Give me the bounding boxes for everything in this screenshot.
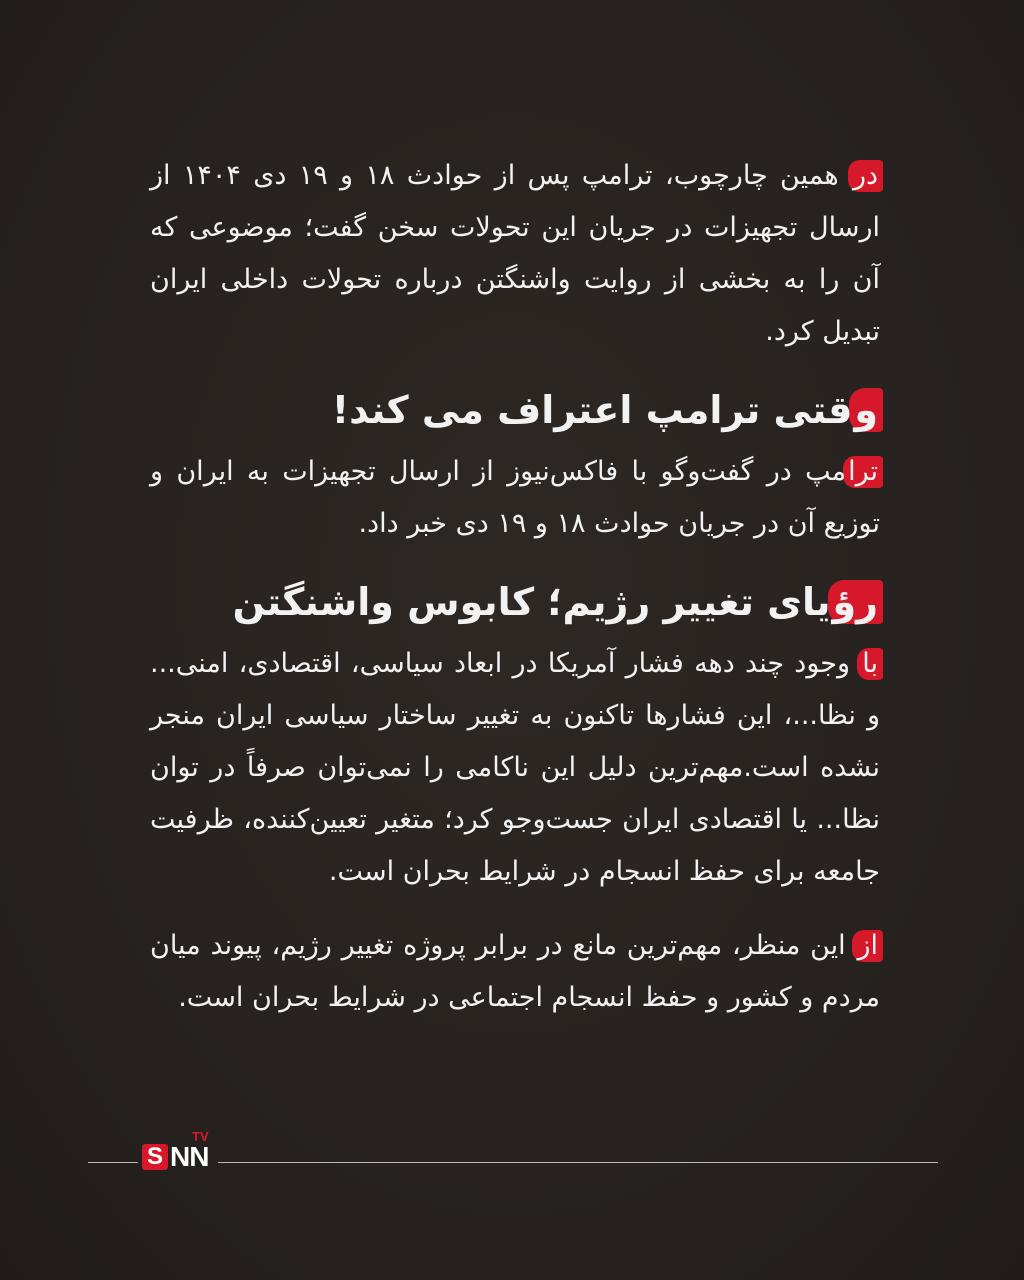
footer-divider-left bbox=[88, 1162, 138, 1163]
logo-s: S bbox=[142, 1144, 168, 1170]
highlight-marker: رؤ bbox=[831, 572, 881, 632]
paragraph-2 bbox=[150, 446, 880, 550]
section-heading-2-text: یای تغییر رژیم؛ کابوس واشنگتن bbox=[232, 580, 831, 624]
section-heading-1 bbox=[150, 380, 880, 440]
section-heading-1-text: قتی ترامپ اعتراف می کند! bbox=[331, 388, 853, 432]
snn-tv-logo bbox=[142, 1129, 216, 1174]
paragraph-3 bbox=[150, 638, 880, 898]
footer bbox=[88, 1129, 938, 1200]
highlight-marker: با bbox=[860, 638, 880, 690]
article-body bbox=[150, 150, 880, 1046]
highlight-marker: در bbox=[851, 150, 880, 202]
logo-nn: NN bbox=[170, 1141, 209, 1172]
paragraph-3-text: وجود چند دهه فشار آمریکا در ابعاد سیاسی، اقتصادی، امنی... و نظا...، این فشارها تاکنون به تغییر ساختار سیاسی ایران منجر نشده است.مهم‌ترین دلیل این ناکامی را نمی‌توان صرفاً در توان نظا... یا اقتصادی ایران جست‌وجو کرد؛ متغیر تعیین‌کننده، ظرفیت جامعه برای حفظ انسجام در شرایط بحران است. bbox=[150, 648, 880, 887]
paragraph-1 bbox=[150, 150, 880, 358]
highlight-marker: و bbox=[852, 380, 880, 440]
section-heading-2 bbox=[150, 572, 880, 632]
paragraph-2-text: مپ در گفت‌وگو با فاکس‌نیوز از ارسال تجهیزات به ایران و توزیع آن در جریان حوادث ۱۸ و ۱۹ دی خبر داد. bbox=[150, 456, 880, 539]
logo-tv: TV bbox=[192, 1129, 209, 1144]
paragraph-4 bbox=[150, 920, 880, 1024]
paragraph-1-text: همین چارچوب، ترامپ پس از حوادث ۱۸ و ۱۹ دی ۱۴۰۴ از ارسال تجهیزات در جریان این تحولات سخن گفت؛ موضوعی که آن را به بخشی از روایت واشنگتن درباره تحولات داخلی ایران تبدیل کرد. bbox=[150, 160, 880, 347]
highlight-marker: ترا bbox=[846, 446, 880, 498]
paragraph-4-text: این منظر، مهم‌ترین مانع در برابر پروژه تغییر رژیم، پیوند میان مردم و کشور و حفظ انسجام اجتماعی در شرایط بحران است. bbox=[150, 930, 880, 1013]
footer-divider-right bbox=[218, 1162, 938, 1163]
highlight-marker: از bbox=[855, 920, 880, 972]
